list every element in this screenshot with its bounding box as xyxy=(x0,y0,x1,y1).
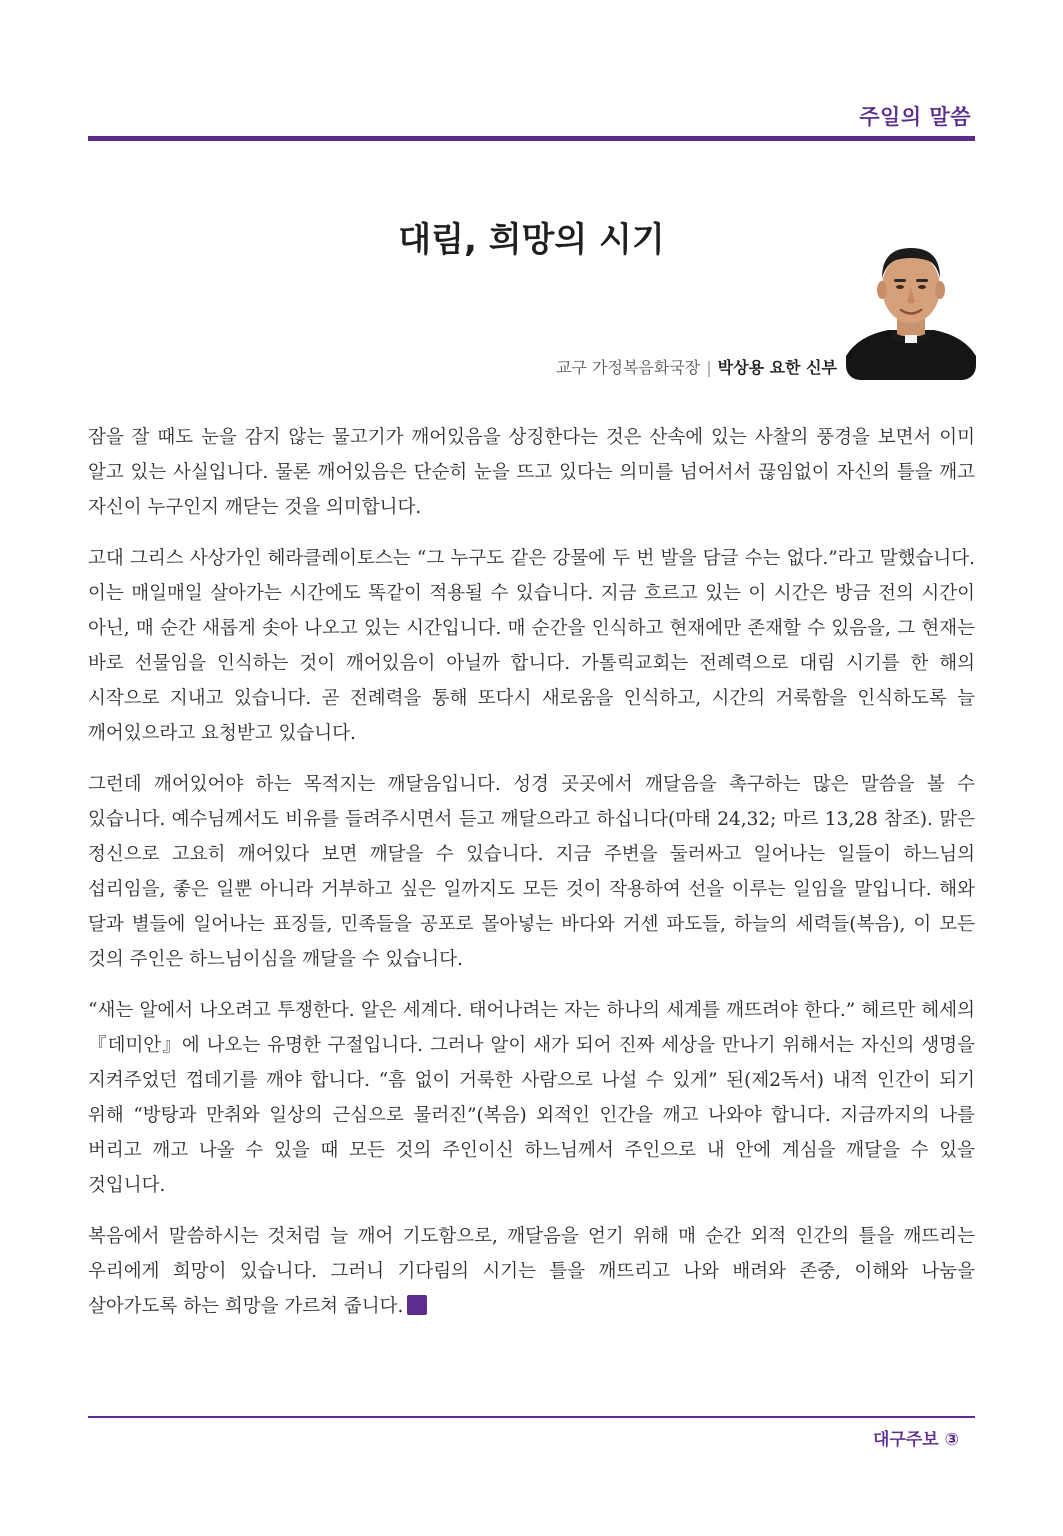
paragraph-text: 복음에서 말씀하시는 것처럼 늘 깨어 기도함으로, 깨달음을 얻기 위해 매 순간 외적 인간의 틀을 깨뜨리는 우리에게 희망이 있습니다. 그러니 기다림의 시기는 틀을 깨뜨리고 나와 배려와 존중, 이해와 나눔을 살아가도록 하는 희망을 가르쳐 줍니다. xyxy=(88,1226,975,1317)
paragraph: “새는 알에서 나오려고 투쟁한다. 알은 세계다. 태어나려는 자는 하나의 세계를 깨뜨려야 한다.” 헤르만 헤세의 『데미안』에 나오는 유명한 구절입니다. 그러나 알이 새가 되어 진짜 세상을 만나기 위해서는 자신의 생명을 지켜주었던 껍데기를 깨야 합니다. “흠 없이 거룩한 사람으로 나설 수 있게” 된(제2독서) 내적 인간이 되기 위해 “방탕과 만취와 일상의 근심으로 물러진”(복음) 외적인 인간을 깨고 나와야 합니다. 지금까지의 나를 버리고 깨고 나올 수 있을 때 모든 것의 주인이신 하느님께서 주인으로 내 안에 계심을 깨달을 수 있을 것입니다. xyxy=(88,1000,975,1196)
section-label: 주일의 말씀 xyxy=(859,105,971,129)
end-mark-icon xyxy=(407,1295,427,1315)
page-number: ③ xyxy=(944,1430,959,1450)
author-portrait xyxy=(846,238,976,380)
article-title: 대림, 희망의 시기 xyxy=(398,220,665,260)
paragraph: 그런데 깨어있어야 하는 목적지는 깨달음입니다. 성경 곳곳에서 깨달음을 촉구하는 많은 말씀을 볼 수 있습니다. 예수님께서도 비유를 들려주시면서 듣고 깨달으라고 하십니다(마태 24,32; 마르 13,28 참조). 맑은 정신으로 고요히 깨어있다 보면 깨달을 수 있습니다. 지금 주변을 둘러싸고 일어나는 일들이 하느님의 섭리임을, 좋은 일뿐 아니라 거부하고 싶은 일까지도 모든 것이 작용하여 선을 이루는 일임을 말입니다. 해와 달과 별들에 일어나는 표징들, 민족들을 공포로 몰아넣는 바다와 거센 파도들, 하늘의 세력들(복음), 이 모든 것의 주인은 하느님이심을 깨달을 수 있습니다. xyxy=(88,774,975,970)
author-byline xyxy=(556,355,837,378)
article-body xyxy=(88,420,975,1340)
header-rule xyxy=(88,136,975,141)
footer xyxy=(873,1425,959,1450)
paragraph xyxy=(88,1219,975,1324)
paragraph: 잠을 잘 때도 눈을 감지 않는 물고기가 깨어있음을 상징한다는 것은 산속에 있는 사찰의 풍경을 보면서 이미 알고 있는 사실입니다. 물론 깨어있음은 단순히 눈을 뜨고 있다는 의미를 넘어서서 끊임없이 자신의 틀을 깨고 자신이 누구인지 깨닫는 것을 의미합니다. xyxy=(88,427,975,518)
author-role: 교구 가정복음화국장 xyxy=(556,358,701,377)
portrait-image xyxy=(846,238,976,380)
publication-name: 대구주보 xyxy=(872,1430,939,1450)
footer-rule xyxy=(88,1416,975,1418)
author-name: 박상용 요한 신부 xyxy=(717,358,837,377)
byline-separator: | xyxy=(706,358,712,377)
paragraph: 고대 그리스 사상가인 헤라클레이토스는 “그 누구도 같은 강물에 두 번 발을 담글 수는 없다.”라고 말했습니다. 이는 매일매일 살아가는 시간에도 똑같이 적용될 수 있습니다. 지금 흐르고 있는 이 시간은 방금 전의 시간이 아닌, 매 순간 새롭게 솟아 나오고 있는 시간입니다. 매 순간을 인식하고 현재에만 존재할 수 있음을, 그 현재는 바로 선물임을 인식하는 것이 깨어있음이 아닐까 합니다. 가톨릭교회는 전례력으로 대림 시기를 한 해의 시작으로 지내고 있습니다. 곧 전례력을 통해 또다시 새로움을 인식하고, 시간의 거룩함을 인식하도록 늘 깨어있으라고 요청받고 있습니다. xyxy=(88,548,975,744)
